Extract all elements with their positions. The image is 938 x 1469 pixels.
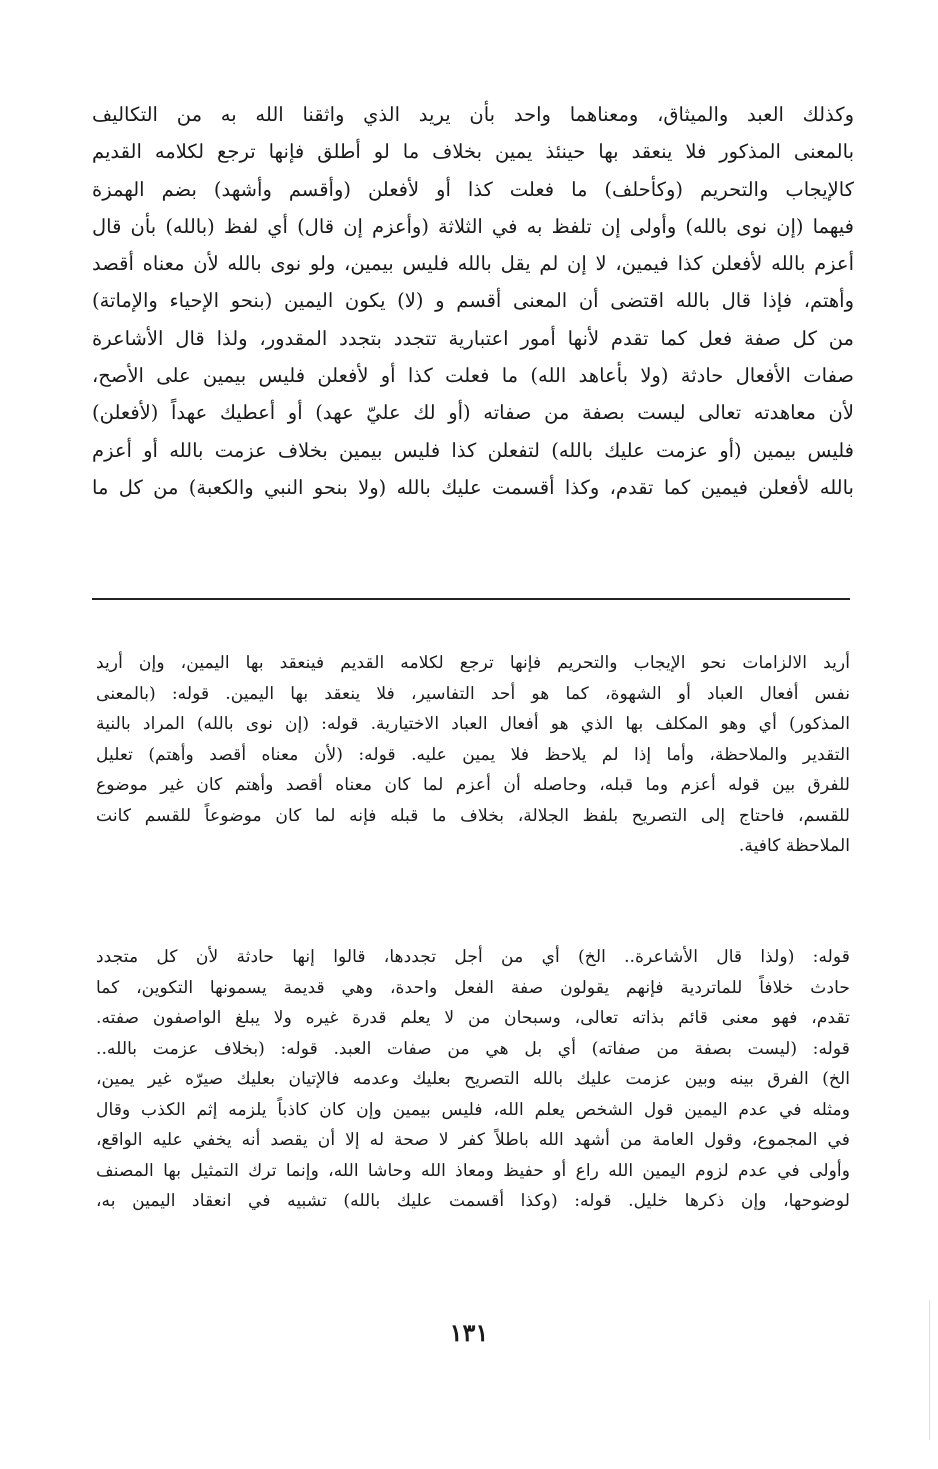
commentary-line: الملاحظة كافية.: [738, 836, 850, 856]
main-text-line: وكذلك العبد والميثاق، ومعناهما واحد بأن يريد الذي واثقنا الله به من التكاليف: [92, 103, 854, 126]
main-text-line: لأن معاهدته تعالى ليست بصفة من صفاته (أو لك عليّ عهد) أو أعطيك عهداً (لأفعلن): [92, 401, 854, 425]
commentary-line: قوله: (ليست بصفة من صفاته) أي بل هي من صفات العبد. قوله: (بخلاف عزمت بالله..: [96, 1038, 850, 1059]
main-text-line: وأهتم، فإذا قال بالله اقتضى أن المعنى أقسم و (لا) يكون اليمين (بنحو الإحياء والإماتة): [92, 289, 854, 313]
commentary-block-1: [96, 648, 850, 862]
main-text-line: فيهما (إن نوى بالله) وأولى إن تلفظ به في الثلاثة (وأعزم إن قال) أي لفظ (بالله) بأن قال: [92, 214, 854, 238]
commentary-line: المذكور) أي وهو المكلف بها الذي هو أفعال العباد الاختيارية. قوله: (إن نوى بالله) المراد بالنية: [96, 714, 850, 734]
commentary-line: حادث خلافاً للماتردية فإنهم يقولون صفة الفعل واحدة، وهي قديمة يسمونها التكوين، كما: [96, 977, 850, 998]
main-text-line: كالإيجاب والتحريم (وكأحلف) ما فعلت كذا أو لأفعلن (وأقسم وأشهد) بضم الهمزة: [92, 177, 854, 201]
main-text-line: بالله لأفعلن فيمين كما تقدم، وكذا أقسمت عليك بالله (ولا بنحو النبي والكعبة) من كل ما: [92, 475, 854, 499]
commentary-line: في المجموع، وقول العامة من أشهد الله باطلاً كفر لا صحة له إلا أن يقصد أنه يخفي عليه الواقع،: [96, 1130, 850, 1150]
commentary-line: ومثله في عدم اليمين قول الشخص يعلم الله، فليس بيمين وإن كان كاذباً يلزمه إثم الكذب وقال: [96, 1099, 850, 1120]
commentary-line: وأولى في عدم لزوم اليمين الله راع أو حفيظ ومعاذ الله وحاشا الله، وإنما ترك التمثيل بها المصنف: [96, 1160, 850, 1181]
commentary-line: نفس أفعال العباد أو الشهوة، كما هو أحد التفاسير، فلا ينعقد بها اليمين. قوله: (بالمعنى: [96, 683, 850, 704]
main-text-line: من كل صفة فعل كما تقدم لأنها أمور اعتبارية تتجدد بتجدد المقدور، ولذا قال الأشاعرة: [92, 326, 854, 350]
commentary-line: للقسم، فاحتاج إلى التصريح بلفظ الجلالة، بخلاف ما قبله فإنه لما كان موضوعاً للقسم كانت: [96, 805, 850, 826]
page-edge-mark: [929, 1300, 930, 1440]
commentary-line: أريد الالزامات نحو الإيجاب والتحريم فإنها ترجع لكلامه القديم فينعقد بها اليمين، وإن أريد: [96, 653, 850, 673]
commentary-block-2: [96, 942, 850, 1217]
main-text-line: بالمعنى المذكور فلا ينعقد بها حينئذ يمين بخلاف ما لو أطلق فإنها ترجع لكلامه القديم: [92, 140, 854, 164]
footnote-divider: [92, 598, 850, 600]
main-text-block: [92, 96, 854, 506]
commentary-line: قوله: (ولذا قال الأشاعرة.. الخ) أي من أجل تجددها، قالوا إنها حادثة لأن كل متجدد: [96, 947, 850, 967]
commentary-line: لوضوحها، وإن ذكرها خليل. قوله: (وكذا أقسمت عليك بالله) تشبيه في انعقاد اليمين به،: [96, 1191, 850, 1211]
page-number: ١٣١: [449, 1318, 489, 1347]
commentary-line: تقدم، فهو معنى قائم بذاته تعالى، وسبحان من لا يعلم قدرة غيره ولا يبلغ الواصفون صفته.: [96, 1008, 850, 1028]
main-text-line: صفات الأفعال حادثة (ولا بأعاهد الله) ما فعلت كذا أو لأفعلن فليس بيمين على الأصح،: [92, 364, 854, 388]
main-text-line: فليس بيمين (أو عزمت عليك بالله) لتفعلن كذا فليس بيمين بخلاف عزمت بالله أو أعزم: [92, 438, 854, 462]
commentary-line: الخ) الفرق بينه وبين عزمت عليك بالله التصريح بعليك وعدمه فالإتيان بعليك صيرّه غير يمين،: [96, 1069, 850, 1089]
commentary-line: التقدير والملاحظة، وأما إذا لم يلاحظ فلا يمين عليه. قوله: (لأن معناه أقصد وأهتم) تعليل: [96, 744, 850, 765]
commentary-line: للفرق بين قوله أعزم وما قبله، وحاصله أن أعزم لما كان معناه أقصد وأهتم كان غير موضوع: [96, 775, 850, 795]
main-text-line: أعزم بالله لأفعلن كذا فيمين، لا إن لم يقل بالله فليس بيمين، ولو نوى بالله لأن معناه أقصد: [92, 252, 854, 276]
